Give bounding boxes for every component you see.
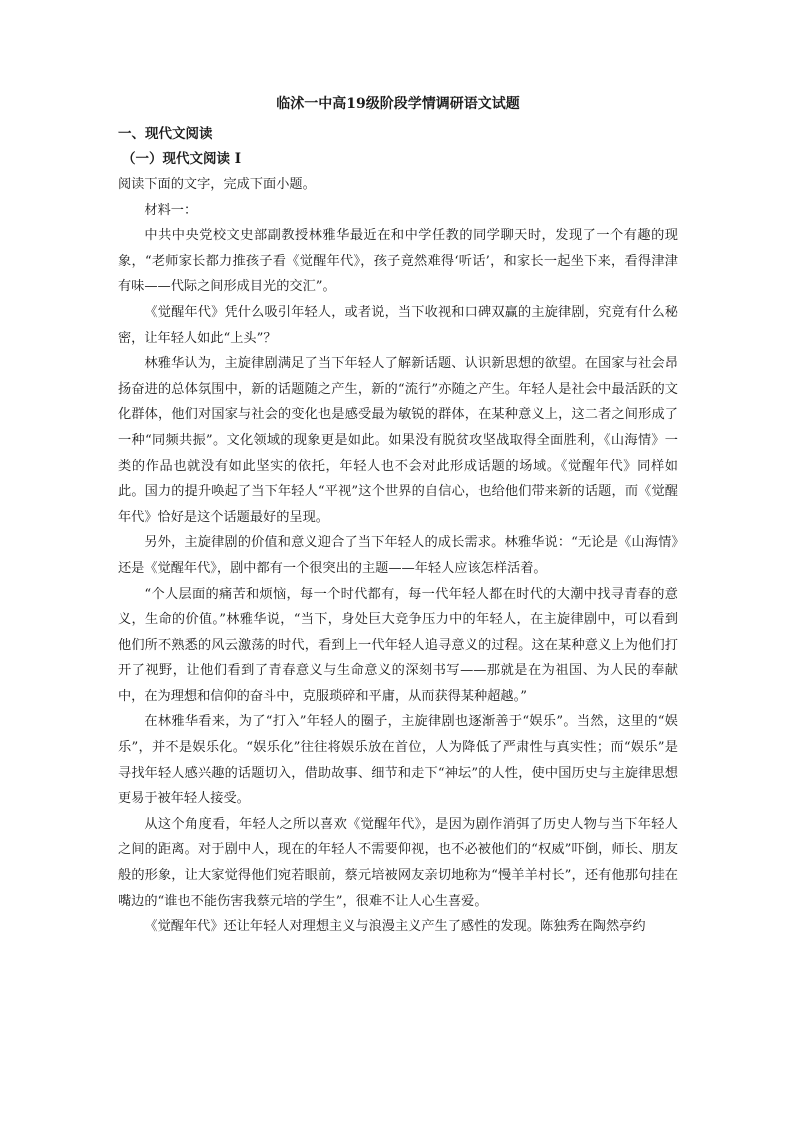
reading-instruction: 阅读下面的文字，完成下面小题。 <box>118 177 316 192</box>
paragraph: 中共中央党校文史部副教授林雅华最近在和中学任教的同学聊天时，发现了一个有趣的现象，“老师家长都力推孩子看《觉醒年代》，孩子竟然难得‘听话’，和家长一起坐下来，看得津津有味——代际之间形成目光的交汇”。 <box>118 228 678 295</box>
section-heading: 一、现代文阅读 <box>118 126 213 142</box>
document-page <box>118 94 678 940</box>
paragraph: 在林雅华看来，为了“打入”年轻人的圈子，主旋律剧也逐渐善于“娱乐”。当然，这里的“娱乐”，并不是娱乐化。“娱乐化”往往将娱乐放在首位，人为降低了严肃性与真实性；而“娱乐”是寻找年轻人感兴趣的话题切入，借助故事、细节和走下“神坛”的人性，使中国历史与主旋律思想更易于被年轻人接受。 <box>118 714 678 807</box>
paragraph: 《觉醒年代》还让年轻人对理想主义与浪漫主义产生了感性的发现。陈独秀在陶然亭约 <box>144 919 646 935</box>
paragraph: 另外，主旋律剧的价值和意义迎合了当下年轻人的成长需求。林雅华说：“无论是《山海情》还是《觉醒年代》，剧中都有一个很突出的主题——年轻人应该怎样活着。 <box>118 535 678 576</box>
subsection-heading: （一）现代文阅读 I <box>122 151 242 167</box>
paragraph: “个人层面的痛苦和烦恼，每一个时代都有，每一代年轻人都在时代的大潮中找寻青春的意义，生命的价值。”林雅华说，“当下，身处巨大竞争压力中的年轻人，在主旋律剧中，可以看到他们所不熟悉的风云激荡的时代，看到上一代年轻人追寻意义的过程。这在某种意义上为他们打开了视野，让他们看到了青春意义与生命意义的深刻书写——那就是在为祖国、为人民的奉献中，在为理想和信仰的奋斗中，克服琐碎和平庸，从而获得某种超越。” <box>118 586 678 704</box>
paragraph: 《觉醒年代》凭什么吸引年轻人，或者说，当下收视和口碑双赢的主旋律剧，究竟有什么秘密，让年轻人如此“上头”？ <box>118 304 678 346</box>
material-label: 材料一： <box>144 202 198 218</box>
document-title: 临沭一中高19级阶段学情调研语文试题 <box>276 96 520 112</box>
paragraph: 林雅华认为，主旋律剧满足了当下年轻人了解新话题、认识新思想的欲望。在国家与社会昂扬奋进的总体氛围中，新的话题随之产生，新的“流行”亦随之产生。年轻人是社会中最活跃的文化群体，他们对国家与社会的变化也是感受最为敏锐的群体，在某种意义上，这二者之间形成了一种“同频共振”。文化领域的现象更是如此。如果没有脱贫攻坚战取得全面胜利，《山海情》一类的作品也就没有如此坚实的依托，年轻人也不会对此形成话题的场域。《觉醒年代》同样如此。国力的提升唤起了当下年轻人“平视”这个世界的自信心，也给他们带来新的话题，而《觉醒年代》恰好是这个话题最好的呈现。 <box>118 356 678 525</box>
paragraph: 从这个角度看，年轻人之所以喜欢《觉醒年代》，是因为剧作消弭了历史人物与当下年轻人之间的距离。对于剧中人，现在的年轻人不需要仰视，也不必被他们的“权威”吓倒，师长、朋友般的形象，让大家觉得他们宛若眼前，蔡元培被网友亲切地称为“慢羊羊村长”，还有他那句挂在嘴边的“谁也不能伤害我蔡元培的学生”，很难不让人心生喜爱。 <box>118 816 678 909</box>
